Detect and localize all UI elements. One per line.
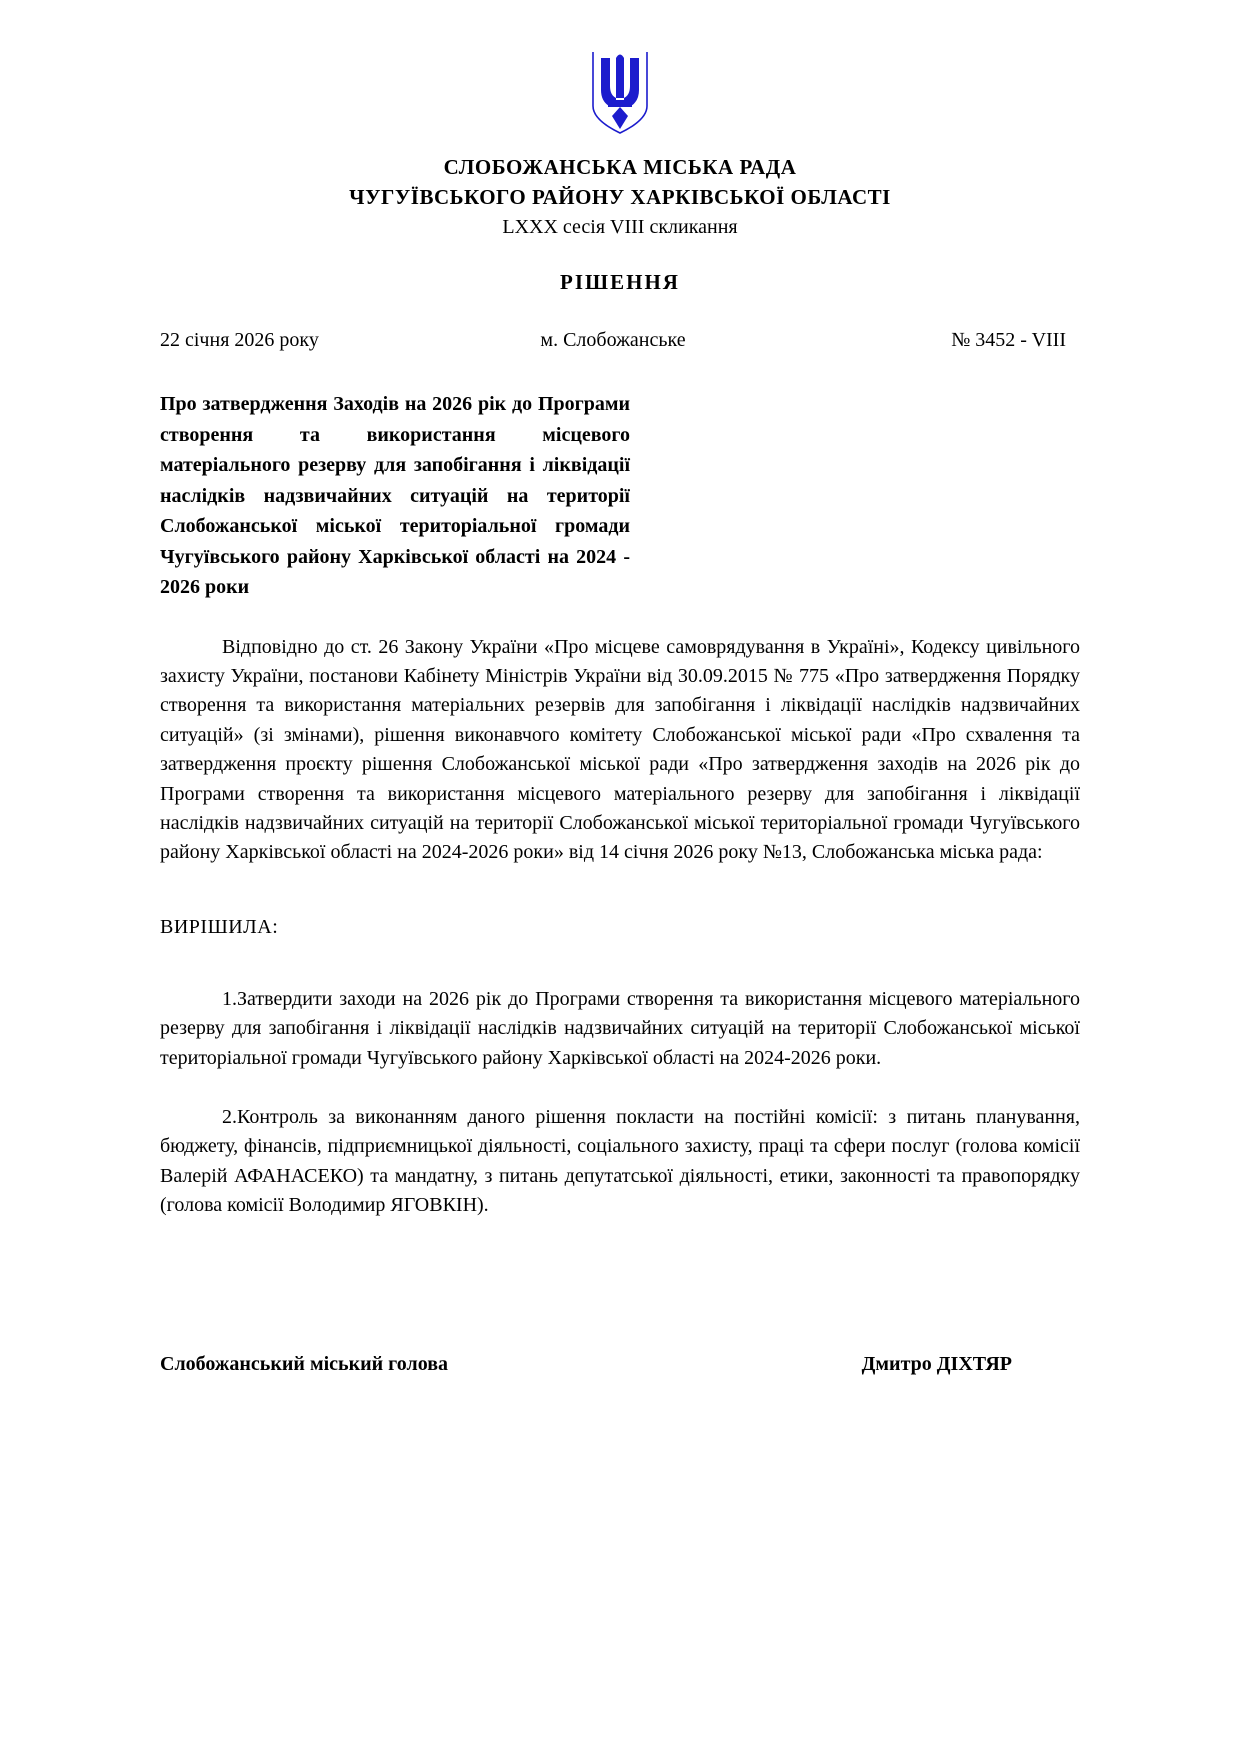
document-place: м. Слобожанське: [540, 329, 686, 351]
signer-name: Дмитро ДІХТЯР: [861, 1352, 1012, 1375]
coat-of-arms: [160, 52, 1080, 142]
document-header: [160, 52, 1080, 242]
session-line: LXXX сесія VIII скликання: [502, 216, 738, 238]
decision-item-1: 1.Затвердити заходи на 2026 рік до Програми створення та використання місцевого матеріального резерву для запобігання і ліквідації наслідків надзвичайних ситуацій на території Слобожанської міської територіальної громади Чугуївського району Харківської області на 2024-2026 роки.: [160, 987, 1080, 1069]
ukraine-trident-icon: [591, 52, 649, 142]
document-number: № 3452 - VIII: [951, 329, 1066, 351]
resolved-label: ВИРІШИЛА:: [160, 915, 279, 938]
council-name-line2: ЧУГУЇВСЬКОГО РАЙОНУ ХАРКІВСЬКОЇ ОБЛАСТІ: [349, 185, 891, 209]
signature-row: [160, 1353, 1080, 1376]
signer-position: Слобожанський міський голова: [160, 1352, 448, 1375]
document-meta-row: [160, 329, 1080, 352]
preamble-paragraph: Відповідно до ст. 26 Закону України «Про місцеве самоврядування в Україні», Кодексу цивільного захисту України, постанови Кабінету Міністрів України від 30.09.2015 № 775 «Про затвердження Порядку створення та використання матеріальних резервів для запобігання і ліквідації наслідків надзвичайних ситуацій» (зі змінами), рішення виконавчого комітету Слобожанської міської ради «Про схвалення та затвердження проєкту рішення Слобожанської міської ради «Про затвердження заходів на 2026 рік до Програми створення та використання місцевого матеріального резерву для запобігання і ліквідації наслідків надзвичайних ситуацій на території Слобожанської міської територіальної громади Чугуївського району Харківської області на 2024-2026 роки» від 14 січня 2026 року №13, Слобожанська міська рада:: [160, 635, 1080, 864]
document-title: РІШЕННЯ: [560, 270, 680, 294]
council-name-line1: СЛОБОЖАНСЬКА МІСЬКА РАДА: [443, 155, 797, 179]
decision-item-2: 2.Контроль за виконанням даного рішення покласти на постійні комісії: з питань планування, бюджету, фінансів, підприємницької діяльності, соціального захисту, праці та сфери послуг (голова комісії Валерій АФАНАСЕКО) та мандатну, з питань депутатської діяльності, етики, законності та правопорядку (голова комісії Володимир ЯГОВКІН).: [160, 1105, 1080, 1217]
document-date: 22 січня 2026 року: [160, 329, 319, 351]
document-subject: Про затвердження Заходів на 2026 рік до Програми створення та використання місцевого матеріального резерву для запобігання і ліквідації наслідків надзвичайних ситуацій на території Слобожанської міської територіальної громади Чугуївського району Харківської області на 2024 - 2026 роки: [160, 393, 630, 598]
